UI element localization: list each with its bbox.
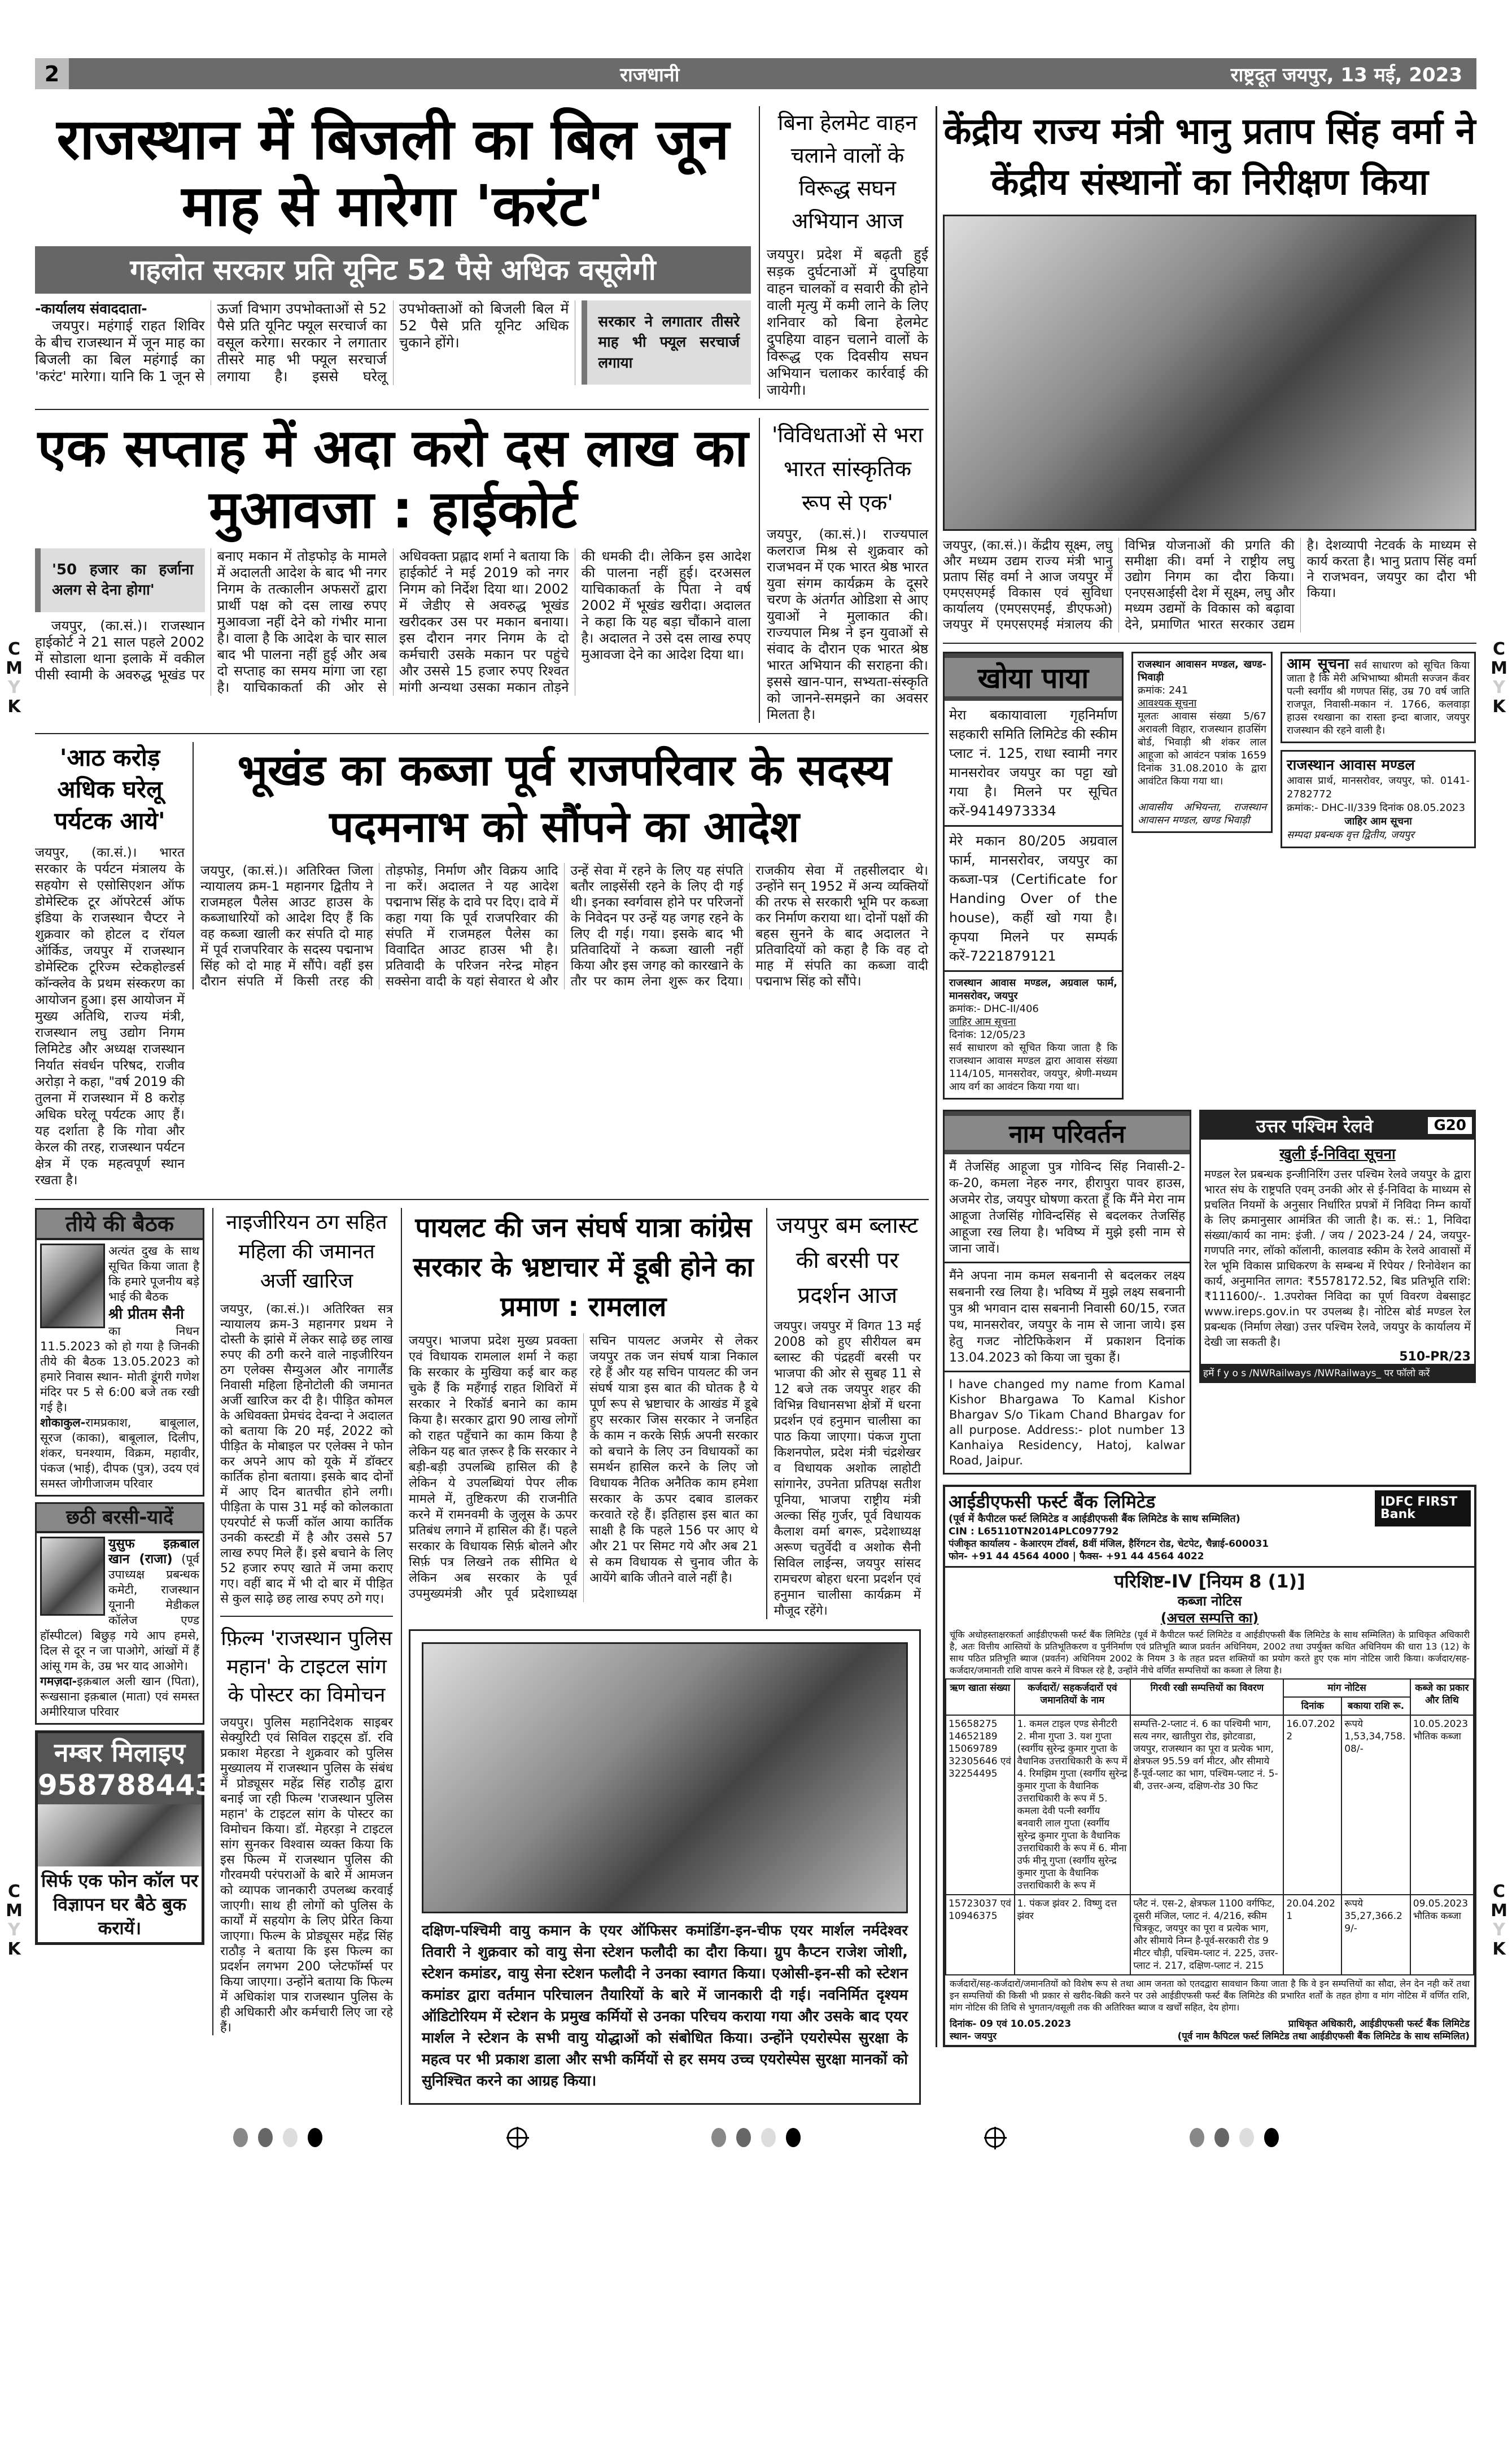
idfc-notice-title: कब्जा नोटिस	[1177, 1593, 1242, 1609]
color-dot	[786, 2128, 801, 2147]
idfc-place: स्थान- जयपुर	[950, 2031, 997, 2042]
social-follow-bar: हमें f y o s /NWRailways /NWRailways_ पर फॉलो करें	[1201, 1364, 1474, 1381]
photo-caption: दक्षिण-पश्चिमी वायु कमान के एयर ऑफिसर कमांडिंग-इन-चीफ एयर मार्शल नर्मदेश्वर तिवारी ने शुक्रवार को वायु सेना स्टेशन फलौदी का दौरा किया। ग्रुप कैप्टन राजेश जोशी, स्टेशन कमांडर, वायु सेना स्टेशन फलौदी ने उनका स्वागत किया। एओसी-इन-सी को स्टेशन कमांडर द्वारा वर्तमान परिचालन तैयारियों के बारे में जानकारी दी गई। नवनिर्मित दृश्यम ऑडिटोरियम में स्टेशन के प्रमुख कर्मियों से उनका परिचय कराया गया और उसके बाद एयर मार्शल ने स्टेशन के सभी वायु योद्धाओं को संबोधित किया। उन्होंने एयरोस्पेस सुरक्षा के महत्व पर भी प्रकाश डाला और सभी कर्मियों से हर समय उच्च एयरोस्पेस सुरक्षा मानकों को सुनिश्चित करने का आग्रह किया।	[422, 1922, 908, 2090]
col-header: गिरवी रखी सम्पत्तियों का विवरण	[1130, 1679, 1283, 1715]
idfc-signatory: प्राधिकृत अधिकारी, आईडीएफसी फर्स्ट बैंक लिमिटेड	[1288, 2018, 1470, 2030]
obituary-body: बिछुड़ गये आप हमसे, दिल से दूर न जा पाओगे, आंखों में हैं आंसू गम के, उम्र भर याद आओगे।	[40, 1629, 199, 1673]
cell-amount: रूपये 35,27,366.29/-	[1341, 1895, 1410, 1975]
obituary-title: छठी बरसी-यादें	[37, 1504, 203, 1533]
row-bottom	[35, 1199, 929, 2105]
ad-phone-header	[38, 1733, 234, 1804]
article-tourism	[35, 742, 185, 1189]
classified-khoya-paya	[943, 652, 1124, 1100]
row-top	[35, 106, 929, 399]
article-highcourt-body	[35, 548, 751, 696]
table-row	[946, 1895, 1474, 1975]
notice-signoff: आवासीय अभियन्ता, राजस्थान आवासन मण्डल, खण्ड भिवाड़ी	[1138, 801, 1266, 826]
headline-pilot: पायलट की जन संघर्ष यात्रा कांग्रेस सरकार के भ्रष्टाचार में डूबी होने का प्रमाण : रामलाल	[413, 1212, 754, 1323]
tender-body: मण्डल रेल प्रबन्धक इन्जीनिरिंग उत्तर पश्चिम रेलवे जयपुर के द्वारा भारत संघ के राष्ट्रपति एवम् उनकी ओर से ई-निविदा के माध्यम से प्रचलित नियमों के अनुसार निर्धारित प्रपत्रों में निविदा निम्न कार्यो के लिए क्रमानुसार आमंत्रित की जाती है। क. सं.: 1, निविदा संख्या/कार्य का नाम: इंजी. / जय / 2023-24 / 24, जयपुर-गणपति नगर, लॉको कॉलानी, कालवाड स्कीम के रेलवे आवासों में रेल भूमि विकास प्राधिकरण के सम्बन्ध में रिपेयर / रिनोवेशन का कार्य, अनुमानित लागत: ₹5578172.52, बिड प्रतिभूति राशि: ₹111600/-. 1.उपरोक्त निविदा का पूर्ण विवरण वेबसाइट www.ireps.gov.in पर उपलब्ध है। नोटिस बोर्ड मण्डल रेल प्रबन्धक (निर्माण लेखा) उत्तर पश्चिम रेलवे, जयपुर के कार्यालय में देखी जा सकती है।	[1204, 1167, 1471, 1349]
cell-date: 20.04.2021	[1283, 1895, 1341, 1975]
cell-possession: 10.05.2023 भौतिक कब्जा	[1410, 1715, 1474, 1895]
idfc-warning: कर्जदारों/सह-कर्जदारों/जमानतियों को विशेष रूप से तथा आम जनता को एतदद्वारा सावधान किया जाता है कि वे इन सम्पत्तियों का सौदा, लेन देन नही करें तथा इन सम्पत्तियों की किसी भी प्रकार से खरीद-बिक्री करने पर उसे आईडीएफसी फर्स्ट बैंक लिमिटेड की प्रभारित शर्तों के तहत होगा व मांग नोटिस में वर्णित राशि, मांग नोटिस की तिथि से भुगतान/वसूली तक की अतिरिक्त ब्याज व खर्चों सहित, देय होगा।	[950, 1978, 1470, 2013]
article-palace-body: जयपुर, (का.सं.)। अतिरिक्त जिला न्यायालय क्रम-1 महानगर द्वितीय ने राजमहल पैलेस आउट हाउस के कब्जाधारियों को आदेश दिए हैं कि वह कब्जा खाली कर संपति दो माह में पूर्व राजपरिवार के सदस्य पद्मनाभ सिंह को दो माह में सौंपे। वहीं इस दौरान संपति में किसी तरह की तोड़फोड़, निर्माण और विक्रय आदि ना करें। अदालत ने यह आदेश पद्मनाभ सिंह के दावे पर दिए। दावे में कहा गया कि पूर्व राजपरिवार की संपति में राजमहल पैलेस का विवादित आउट हाउस भी है। प्रतिवादी के परिजन नरेन्द्र मोहन सक्सेना वादी के यहां सेवारत थे और उन्हें सेवा में रहने के लिए यह संपति बतौर लाइसेंसी रहने के लिए दी गई थी। इनका स्वर्गवास होने पर परिजनों के निवेदन पर उन्हें यह जगह रहने के लिए दी गई। गया। इसके बाद भी प्रतिवादियों ने कब्जा खाली नहीं किया और इस जगह को कारखाने के तौर पर काम लेना शुरू कर दिया। राजकीय सेवा में तहसीलदार थे। उन्होंने सन् 1952 में अन्य व्यक्तियों की तरफ से सरकारी भूमि पर कब्जा कर निर्माण कराया था। दोनों पक्षों की बहस सुनने के बाद अदालत ने प्रतिवादियों को कहा है कि वह दो माह में संपति का कब्जा वादी पद्मनाभ सिंह को सौंपे।	[200, 863, 928, 989]
idfc-office: पंजीकृत कार्यालय - केआरएम टॉवर्स, 8वीं मंजिल, हैरिंगटन रोड, चेटपेट, चैन्नाई-600031	[949, 1538, 1269, 1550]
notice-org: राजस्थान आवास मण्डल, अग्रवाल फार्म, मानसरोवर, जयपुर	[949, 977, 1117, 1002]
cmyk-y: Y	[1493, 1920, 1505, 1940]
classified-ad: मैं तेजसिंह आहूजा पुत्र गोविन्द सिंह निवासी-2-क-20, कमला नेहरु नगर, हीरापुरा पावर हाउस, अजमेर रोड, जयपुर घोषणा करता हूँ कि मैंने मेरा नाम आहूजा तेजसिंह गोविन्दसिंह से बदलकर तेजसिंह आहूजा रख लिया है। भविष्य में मुझे इसी नाम से जाना जावें।	[949, 1160, 1185, 1256]
color-dot	[711, 2128, 726, 2147]
article-pilot	[409, 1208, 758, 1602]
table-row	[946, 1715, 1474, 1895]
housing-notice-3	[1131, 652, 1273, 833]
classified-ad: मेरा बकायावाला गृहनिर्माण सहकारी समिति लिमिटेड की स्कीम प्लाट नं. 125, राधा स्वामी नगर मानसरोवर जयपुर का पट्टा खो गया है। मिलने पर सूचित करें-9414973334	[949, 707, 1117, 819]
cmyk-k: K	[7, 1939, 21, 1959]
article-electricity-body	[35, 300, 751, 385]
cmyk-y: Y	[1493, 678, 1505, 697]
left-region	[35, 106, 929, 2105]
notice-date: दिनांक: 12/05/23	[949, 1029, 1026, 1041]
classified-ad: मेरे मकान 80/205 अग्रवाल फार्म, मानसरोवर, जयपुर का कब्जा-पत्र (Certificate for Handing Over of the house), कहीं खो गया है। कृपया मिलने पर सम्पर्क करें-7221879121	[945, 825, 1122, 970]
housing-notice-1	[945, 970, 1122, 1098]
color-dot	[283, 2128, 298, 2147]
classified-title: नाम परिवर्तन	[945, 1111, 1190, 1154]
obituary-role: (पूर्व उपाध्यक्ष प्रबन्धक कमेटी, राजस्थान यूनानी मेडीकल कॉलेज एण्ड हॉस्पीटल)	[40, 1552, 199, 1642]
tender-code: 510-PR/23	[1399, 1350, 1471, 1364]
article-body: जयपुर, (का.सं.)। भारत सरकार के पर्यटन मंत्रालय के सहयोग से एसोसिएशन ऑफ डोमेस्टिक टूर ऑपरेटर्स ऑफ इंडिया के राजस्थान चैप्टर ने शुक्रवार को होटल द रॉयल ऑर्किड, जयपुर में राजस्थान डोमेस्टिक टूरिज्म स्टेकहोल्डर्स कॉन्क्लेव के प्रथम संस्करण का आयोजन हुआ। इस आयोजन में मुख्य अतिथि, राज्य मंत्री, राजस्थान लघु उद्योग निगम लिमिटेड और अध्यक्ष राजस्थान निर्यात संवर्धन परिषद, राजीव अरोड़ा ने कहा, "वर्ष 2019 की तुलना में राजस्थान में 8 करोड़ अधिक घरेलू पर्यटक आए हैं। यह दर्शाता है कि गोवा और केरल की तरह, राजस्थान पर्यटन क्षेत्र में एक महत्वपूर्ण स्थान रखता है।	[35, 845, 185, 1188]
row-highcourt	[35, 409, 929, 723]
idfc-intro: चूंकि अधोहस्ताक्षरकर्ता आईडीएफसी फर्स्ट बैंक लिमिटेड (पूर्व में कैपीटल फर्स्ट लिमिटेड व आईडीएफसी बैंक लिमिटेड के साथ सम्मिलित) के प्राधिकृत अधिकारी है, अतः वित्तीय आस्तियों के प्रतिभूतिकरण व पुर्ननिर्माण एवं प्रतिभूति ब्याज प्रवर्तन अधिनियम, 2002 तथा उपर्युक्त कथित अधिनियम की धारा 13 (12) के साथ पठित प्रतिभूति ब्याज (प्रवर्तन) अधिनियम 2002 के नियम 3 के तहत प्रदत्त शक्तियों का प्रयोग करते हुए एक मांग नोटिस जारी किया। कर्जदार/सह-कर्जदार/जमानती राशि वापस करने में विफल रहे है, उन्होंने नीचे वर्णित सम्पत्तियों का कब्जा ले लिया है।	[950, 1629, 1470, 1676]
cmyk-registration-left	[6, 640, 23, 717]
notice-title: आवश्यक सूचना	[1138, 697, 1197, 709]
g20-logo: G20	[1428, 1117, 1472, 1134]
notice-org: राजस्थान आवास मण्डल	[1287, 757, 1415, 774]
photo-minister-inspection	[943, 215, 1476, 531]
headline-bomb-blast: जयपुर बम ब्लास्ट की बरसी पर प्रदर्शन आज	[776, 1212, 919, 1308]
color-dot	[1190, 2128, 1204, 2147]
cmyk-registration-right-lower	[1491, 1882, 1507, 1959]
notice-title: आम सूचना	[1287, 656, 1349, 673]
headline-palace: भूखंड का कब्जा पूर्व राजपरिवार के सदस्य पदमनाभ को सौंपने का आदेश	[237, 745, 892, 852]
row-palace	[35, 733, 929, 1189]
obituary-title: तीये की बैठक	[37, 1210, 203, 1240]
cmyk-c: C	[7, 639, 21, 659]
article-highcourt	[35, 418, 751, 696]
cmyk-k: K	[7, 697, 21, 717]
col-header: दिनांक	[1283, 1697, 1341, 1715]
cmyk-k: K	[1492, 697, 1506, 717]
cmyk-y: Y	[8, 678, 20, 697]
idfc-property-table	[945, 1678, 1474, 1975]
pilot-bomb-row	[409, 1208, 921, 1619]
article-bomb-blast	[766, 1208, 921, 1619]
cmyk-m: M	[1491, 1901, 1507, 1921]
classified-ad: मैंने अपना नाम कमल सबनानी से बदलकर लक्ष्य सबनानी रख लिया है। भविष्य में मुझे लक्ष्य सबनानी पुत्र श्री भगवान दास सबनानी निवासी 60/15, रजत पथ, मानसरोवर, जयपुर के नाम से जाना जाये। इस हेतु गजट नोटिफिकेशन में प्रकाशन दिनांक 13.04.2023 को किया जा चुका हैं।	[945, 1262, 1190, 1371]
article-pilot-body: जयपुर। भाजपा प्रदेश मुख्य प्रवक्ता एवं विधायक रामलाल शर्मा ने कहा कि सरकार के मुखिया कई बार कह चुके हैं कि महँगाई राहत शिविरों में सरकार ने रिकॉर्ड बनाने का काम किया है। सरकार द्वारा 90 लाख लोगों को राहत पहुँचाने का काम किया है लेकिन यह बात ज़रूर है कि सरकार ने बड़ी-बड़ी उपलब्धि हासिल की है लेकिन ये उपलब्धियां पेपर लीक मामले में, तुष्टिकरण की राजनीति करने में रामनवमी के जुलूस के ऊपर प्रतिबंध लगाने में हासिल की हैं। पहले सरकार के विधायक सिर्फ़ बोलने और सिर्फ़ पत्र लिखने तक सीमित थे लेकिन अब सरकार के पूर्व उपमुख्यमंत्री और पूर्व प्रदेशाध्यक्ष सचिन पायलट अजमेर से लेकर जयपुर तक जन संघर्ष यात्रा निकाल रहे हैं और यह सचिन पायलट की जन संघर्ष यात्रा इस बात की घोतक है ये पूर्ण रूप से भ्रष्टाचार के आखंड में डूबे हुए सरकार जिस सरकार ने जनहित के काम न करके सिर्फ़ अपनी सरकार को बचाने के लिए उन विधायकों का समर्थन हासिल करने के लिए जो विधायक नैतिक अनैतिक काम हमेशा सरकार के ऊपर दबाव डालकर करवाते रहे हैं। इतिहास इस बात का साक्षी है कि पहले 156 पर आए थे और 21 पर सिमट गये और अब 21 से कम विधायक से चुनाव जीत के आयेंगे बाकि जीतने वाले नहीं है।	[409, 1334, 758, 1601]
idfc-appendix: परिशिष्ट-IV [नियम 8 (1)]	[1114, 1571, 1305, 1592]
railway-tender-notice	[1199, 1110, 1476, 1383]
cmyk-m: M	[6, 1901, 23, 1921]
cell-amount: रूपये 1,53,34,758.08/-	[1341, 1715, 1410, 1895]
col-header: बकाया राशि रू.	[1341, 1697, 1410, 1715]
article-minister	[943, 106, 1476, 633]
section-title: राजधानी	[620, 63, 680, 86]
page-body	[35, 106, 1476, 2105]
col-header: ऋण खाता संख्या	[946, 1679, 1015, 1715]
obituary-photo	[40, 1537, 105, 1616]
housing-notice-2	[1281, 750, 1476, 848]
cell-property: सम्पत्ति-2-प्लाट नं. 6 का पश्चिमी भाग, सत्य नगर, खातीपुरा रोड, झोटवाडा, जयपुर, राजस्थान का पूरा व प्रत्येक भाग, क्षेत्रफल 95.59 वर्ग मीटर, और सीमाये हैं-पूर्व-प्लाट का भाग, पश्चिम-प्लाट नं. 5-बी, उत्तर-अन्य, दक्षिण-रोड 30 फिट	[1130, 1715, 1283, 1895]
notice-address: आवास प्रार्थ, मानसरोवर, जयपुर, फो. 0141-2782772	[1287, 775, 1470, 800]
obituary-barsi	[35, 1502, 204, 1725]
right-region	[936, 106, 1476, 2047]
cmyk-y: Y	[8, 1920, 20, 1940]
col-header: कर्जदारों/ सहकर्जदारों एवं जमानतियों के नाम	[1015, 1679, 1131, 1715]
color-dot	[308, 2128, 322, 2147]
color-dot	[1239, 2128, 1254, 2147]
photo-feature-airforce	[409, 1629, 921, 2105]
obituary-photo	[40, 1244, 105, 1328]
cell-property: प्लैट नं. एस-2, क्षेत्रफल 1100 वर्गफिट, दूसरी मंजिल, प्लाट नं. 4/216, स्कीम चित्रकूट, जयपुर का पूरा व प्रत्येक भाग, और सीमाये निम्न है-पूर्व-सरकारी रोड 9 मीटर चौड़ी, पश्चिम-प्लाट नं. 225, उत्तर-प्लाट नं. 217, दक्षिण-प्लाट नं. 215	[1130, 1895, 1283, 1975]
obituary-intro: अत्यंत दुख के साथ सूचित किया जाता है कि हमारे पूजनीय बड़े भाई की बैठक	[108, 1244, 199, 1303]
headline-electricity: राजस्थान में बिजली का बिल जून माह से मारेगा 'करंट'	[56, 106, 729, 239]
pilot-bomb-column	[401, 1208, 921, 2105]
mourners: इक़बाल अली खान (पिता), रूखसाना इक़बाल (माता) एवं समस्त अमीरियाज परिवार	[40, 1674, 199, 1718]
notice-ref: क्रमांक: 241	[1138, 684, 1188, 696]
pull-quote: '50 हजार का हर्जाना अलग से देना होगा'	[35, 548, 205, 612]
article-body: जयपुर, (का.सं.)। राजस्थान हाईकोर्ट ने 21 साल पहले 2002 में सोडाला थाना इलाके में वकील पीसी स्वामी के अवरुद्ध भूखंड पर बनाए मकान में तोड़फोड़ के मामले में अदालती आदेश के बाद भी नगर निगम के तत्कालीन अफसरों द्वारा प्रार्थी पक्ष को दस लाख रुपए मुआवजा नहीं देने को गंभीर माना है। वाला है कि आदेश के चार साल बाद भी पालना नहीं हुई और अब दो सप्ताह का समय मांगा जा रहा है। याचिकाकर्ता की ओर से अधिवक्ता प्रह्लाद शर्मा ने बताया कि हाईकोर्ट ने मई 2019 को नगर निगम को निर्देश दिया था। 2002 में जेडीए से अवरुद्ध भूखंड खरीदकर उस पर मकान बनाया। इस दौरान नगर निगम के दो कर्मचारी उसके मकान पर पहुंचे और उससे 15 हजार रुपए रिश्वत मांगी अन्यथा उसका मकान तोड़ने की धमकी दी। लेकिन इस आदेश की पालना नहीं हुई। दरअसल याचिकाकर्ता के पिता ने वर्ष 2002 में भूखंड खरीदा। अदालत ने कहा कि यह बड़ा चौंकाने वाला है। अदालत ने उसे दस लाख रुपए मुआवजा देने का आदेश दिया था।	[35, 548, 751, 696]
nigerian-film-column	[212, 1208, 393, 2035]
obituary-name: श्री प्रीतम सैनी	[108, 1306, 184, 1323]
cmyk-k: K	[1492, 1939, 1506, 1959]
notice-title: जाहिर आम सूचना	[949, 1016, 1016, 1028]
cmyk-registration-right	[1491, 640, 1507, 717]
color-dot	[1214, 2128, 1229, 2147]
keypad-image	[38, 1804, 202, 1866]
headline-helmet: बिना हेलमेट वाहन चलाने वालों के विरूद्ध सघन अभियान आज	[777, 110, 917, 233]
color-dot	[761, 2128, 776, 2147]
subhead-electricity: गहलोत सरकार प्रति यूनिट 52 पैसे अधिक वसूलेगी	[35, 246, 751, 294]
obituary-tiye	[35, 1208, 204, 1497]
idfc-phone: फोन- +91 44 4564 4000 | फैक्स- +91 44 4564 4022	[949, 1551, 1204, 1562]
mourners-label: शोकाकुल-	[40, 1416, 86, 1429]
page-number: 2	[35, 58, 69, 89]
cmyk-c: C	[7, 1882, 21, 1901]
ad-tagline: सिर्फ एक फोन कॉल पर विज्ञापन घर बैठे बुक करायें।	[41, 1870, 198, 1939]
footer-print-marks	[0, 2127, 1512, 2148]
aam-suchna-notice	[1281, 652, 1476, 743]
notice-body: मूलतः आवास संख्या 5/67 अरावली विहार, राजस्थान हाउसिंग बोर्ड, भिवाड़ी श्री शंकर लाल आहूजा को आवंटन पत्रांक 1659 दिनांक 31.08.2010 के द्वारा आवंटित किया गया था।	[1138, 710, 1266, 787]
notice-title: जाहिर आम सूचना	[1344, 815, 1412, 827]
cell-names: 1. कमल टाइल एण्ड सेनीटरी 2. मीना गुप्ता 3. यश गुप्ता (स्वर्गीय सुरेन्द्र कुमार गुप्ता के वैधानिक उत्तराधिकारी के रूप में 4. रिमझिम गुप्ता (स्वर्गीय सुरेन्द्र कुमार गुप्ता के वैधानिक उत्तराधिकारी के रूप में 5. कमला देवी पत्नी स्वर्गीय बनवारी लाल गुप्ता (स्वर्गीय सुरेन्द्र कुमार गुप्ता के वैधानिक उत्तराधिकारी के रूप में 6. मीना उर्फ मीनू गुप्ता (स्वर्गीय सुरेन्द्र कुमार गुप्ता के वैधानिक उत्तराधिकारी के रूप में	[1015, 1715, 1131, 1895]
obituary-name: युसुफ इक़बाल खान (राजा)	[108, 1537, 199, 1567]
ad-title: नम्बर मिलाइए	[54, 1737, 186, 1768]
col-header: कब्जे का प्रकार और तिथि	[1410, 1679, 1474, 1715]
classified-name-change	[943, 1110, 1191, 1475]
article-body: जयपुर, (का.सं.)। अतिरिक्त सत्र न्यायालय क्रम-3 महानगर प्रथम ने दोस्ती के झांसे में लेकर साढ़े छह लाख रुपए की ठगी करने वाले नाइजीरियन ठग एलेक्स सैम्युअल और नागालैंड निवासी महिला हिनोटोली की जमानत अर्जी खारिज कर दी है। पीड़ित कोमल के अधिवक्ता प्रेमचंद देवन्दा ने अदालत को बताया कि 20 मई, 2022 को पीड़ित के मोबाइल पर एलेक्स ने फोन कर अपने आप को यूके में डॉक्टर कार्तिक होना बताया। इसके बाद दोनों में आए दिन बातचीत होने लगी। पीड़िता के पास 31 मई को कोलकाता एयरपोर्ट से फर्जी कॉल आया कार्तिक उनकी कस्टडी में है और उससे 57 लाख रुपए मिले हैं। इसे बचाने के लिए 52 हजार रुपए खाते में जमा कराए गए। वहीं बाद में भी दो बार में पीड़ित से कुल साढ़े छह लाख रुपए ठगे गए।	[220, 1302, 393, 1606]
color-bar	[711, 2128, 801, 2147]
headline-highcourt: एक सप्ताह में अदा करो दस लाख का मुआवजा : हाईकोर्ट	[37, 418, 749, 540]
color-dot	[233, 2128, 248, 2147]
notice-ref: क्रमांक:- DHC-II/406	[949, 1003, 1039, 1015]
headline-tourism: 'आठ करोड़ अधिक घरेलू पर्यटक आये'	[54, 744, 165, 835]
railway-header	[1201, 1111, 1474, 1140]
color-dot	[736, 2128, 751, 2147]
article-minister-body: जयपुर, (का.सं.)। केंद्रीय सूक्ष्म, लघु और मध्यम उद्यम राज्य मंत्री भानु प्रताप सिंह वर्मा ने आज जयपुर में एमएसएमई विकास एवं सुविधा कार्यालय (एमएसएमई, डीएफओ) जयपुर में एमएसएमई मंत्रालय की विभिन्न योजनाओं की प्रगति की समीक्षा की। वर्मा ने राष्ट्रीय लघु उद्योग निगम का दौरा किया। एनएसआईसी देश में सूक्ष्म, लघु और मध्यम उद्यमों के विकास को बढ़ावा देने, प्रमाणित भारत सरकार उद्यम है। देशव्यापी नेटवर्क के माध्यम से कार्य करता है। भानु प्रताप सिंह वर्मा ने राजभवन, जयपुर का दौरा भी किया।	[943, 538, 1476, 632]
cmyk-c: C	[1492, 639, 1506, 659]
headline-nigerian: नाइजीरियन ठग सहित महिला की जमानत अर्जी खारिज	[226, 1211, 387, 1293]
notice-body: सर्व साधारण को सूचित किया जाता है कि मेरी अभिभाष्या श्रीमती सज्जन कँवर पत्नी स्वर्गीय श्री गणपत सिंह, उम्र 70 वर्ष जाति राजपूत, निवासी-मकान नं. 1766, कलवाड़ा हाउस रथखाना का रास्ता इन्दा बाजार, जयपुर राजस्थान की रहने वाली है।	[1287, 660, 1470, 736]
cell-names: 1. पंकज झंवर 2. विष्णु दत्त झंवर	[1015, 1895, 1131, 1975]
notice-signoff: सम्पदा प्रबन्धक वृत्त द्वितीय, जयपुर	[1287, 829, 1414, 841]
cmyk-c: C	[1492, 1882, 1506, 1901]
cell-accounts: 15658275 14652189 15069789 32305646 एवं 32254495	[946, 1715, 1015, 1895]
color-bar	[1190, 2128, 1279, 2147]
dateline: राष्ट्रदूत जयपुर, 13 मई, 2023	[1230, 63, 1462, 86]
ad-book-by-phone	[35, 1730, 234, 1945]
cmyk-m: M	[6, 658, 23, 678]
byline: -कार्यालय संवाददाता-	[35, 300, 147, 317]
headline-governor: 'विविधताओं से भरा भारत सांस्कृतिक रूप से एक'	[771, 422, 924, 515]
cmyk-registration-left-lower	[6, 1882, 23, 1959]
headline-film: फ़िल्म 'राजस्थान पुलिस महान' के टाइटल सांग के पोस्टर का विमोचन	[221, 1627, 392, 1707]
article-helmet	[759, 106, 928, 399]
name-change-railway-row	[943, 1110, 1476, 1475]
idfc-logo: IDFC FIRST Bank	[1375, 1490, 1471, 1526]
pull-quote: सरकार ने लगातार तीसरे माह भी फ्यूल सरचार्ज लगाया	[582, 300, 751, 385]
obituary-column	[35, 1208, 234, 1945]
col-header: मांग नोटिस	[1283, 1679, 1410, 1697]
color-dot	[1264, 2128, 1279, 2147]
color-dot	[258, 2128, 273, 2147]
color-bar	[233, 2128, 322, 2147]
mourners: रामप्रकाश, बाबूलाल, सूरज (काका), बाबूलाल, दिलीप, शंकर, घनश्याम, विक्रम, महावीर, पंकज (भाई), दीपक (पुत्र), उदय एवं समस्त जोगीजाजम परिवार	[40, 1416, 199, 1490]
article-body: जयपुर। प्रदेश में बढ़ती हुई सड़क दुर्घटनाओं में दुपहिया वाहन चालकों व सवारी की होने वाली मृत्यु में कमी लाने के लिए शनिवार को बिना हेलमेट दुपहिया वाहन चलाने वालों के विरूद्ध एक दिवसीय सघन अभियान चलाकर कार्रवाई की जायेगी।	[767, 246, 928, 398]
idfc-cin: CIN : L65110TN2014PLC097792	[949, 1526, 1119, 1537]
railway-title: उत्तर पश्चिम रेलवे	[1256, 1115, 1373, 1137]
classified-ad: I have changed my name from Kamal Kishor Bhargawa To Kamal Kishor Bhargav S/o Tikam Chand Bhargav for all purpose. Address:- plot number 13 Kanhaiya Residency, Hatoj, kalwar Road, Jaipur.	[945, 1371, 1190, 1473]
article-film	[220, 1616, 393, 2035]
notice-column	[1281, 652, 1476, 848]
registration-crosshair-icon	[985, 2127, 1005, 2148]
notice-body: सर्व साधारण को सूचित किया जाता है कि राजस्थान आवास मण्डल द्वारा आवास संख्या 114/105, मानसरोवर, जयपुर, श्रेणी-मध्यम आय वर्ग का आवंटन किया गया था।	[949, 1042, 1117, 1093]
idfc-title: आईडीएफसी फर्स्ट बैंक लिमिटेड	[949, 1491, 1156, 1512]
cell-date: 16.07.2022	[1283, 1715, 1341, 1895]
obituary-body: का निधन 11.5.2023 को हो गया है जिनकी तीये की बैठक 13.05.2023 को हमारे निवास स्थान- मोती डूंगरी गणेश मंदिर पर 5 से 6:00 बजे तक रखी गई है।	[40, 1324, 199, 1414]
ad-phone-number[interactable]: 9587884433	[38, 1769, 234, 1802]
mourners-label: गमज़दा-	[40, 1674, 77, 1688]
article-body: जयपुर। जयपुर में विगत 13 मई 2008 को हुए सीरीयल बम ब्लास्ट की पंद्रहवीं बरसी पर भाजपा की ओर से सुबह 11 से 12 बजे तक जयपुर शहर की विभिन्न विधानसभा क्षेत्रों में धरना प्रदर्शन एवं हनुमान चालीसा का पाठ किया जाएगा। पंकज गुप्ता किशनपोल, प्रदेश मंत्री चंद्रशेखर व विधायक अशोक लाहोटी सांगानेर, उपनेता प्रतिपक्ष सतीश पूनिया, भाजपा राष्ट्रीय मंत्री अल्का सिंह गुर्जर, पूर्व विधायक कैलाश वर्मा बगरू, प्रदेशाध्यक्ष अरूण चतुर्वेदी व अशोक सैनी सिविल लाईन्स, जयपुर सांसद रामचरण बोहरा धरना प्रदर्शन एवं हनुमान चालीसा कार्यक्रम में मौजूद रहेंगे।	[774, 1319, 921, 1618]
cmyk-m: M	[1491, 658, 1507, 678]
article-nigerian	[220, 1208, 393, 1607]
classified-title: खोया पाया	[945, 653, 1122, 701]
idfc-signatory-sub: (पूर्व नाम कैपिटल फर्स्ट लिमिटेड तथा आईडीएफसी बैंक लिमिटेड के साथ सम्मिलित)	[1177, 2031, 1470, 2042]
article-palace	[193, 742, 928, 989]
article-governor	[759, 418, 928, 723]
cell-accounts: 15723037 एवं 10946375	[946, 1895, 1015, 1975]
cell-possession: 09.05.2023 भौतिक कब्जा	[1410, 1895, 1474, 1975]
article-body: जयपुर, (का.सं.)। राज्यपाल कलराज मिश्र से शुक्रवार को राजभवन में एक भारत श्रेष्ठ भारत युवा संगम कार्यक्रम के दूसरे चरण के अंतर्गत ओडिशा से आए युवाओं ने मुलाकात की। राज्यपाल मिश्र ने इन युवाओं से संवाद के दौरान एक भारत श्रेष्ठ भारत अभियान की सराहना की। इससे खान-पान, सभ्यता-संस्कृति को जानने-समझने का अवसर मिलता है।	[767, 526, 928, 722]
idfc-date: दिनांक- 09 एवं 10.05.2023	[950, 2018, 1072, 2030]
photo-air-marshal-visit	[422, 1642, 908, 1913]
headline-minister: केंद्रीय राज्य मंत्री भानु प्रताप सिंह वर्मा ने केंद्रीय संस्थानों का निरीक्षण किया	[943, 111, 1476, 203]
article-body: जयपुर। महंगाई राहत शिविर के बीच राजस्थान में जून माह का बिजली का बिल महंगाई का 'करंट' मारेगा। यानि कि 1 जून से ऊर्जा विभाग उपभोक्ताओं से 52 पैसे प्रति यूनिट फ्यूल सरचार्ज का वसूल करेगा। सरकार ने लगातार तीसरे माह भी फ्यूल सरचार्ज लगाया है। इससे घरेलू उपभोक्ताओं को बिजली बिल में 52 पैसे प्रति यूनिट अधिक चुकाने होंगे।	[35, 300, 569, 385]
tender-title: खुली ई-निविदा सूचना	[1279, 1146, 1396, 1163]
article-body: जयपुर। पुलिस महानिदेशक साइबर सेक्युरिटी एवं सिविल राइट्स डॉ. रवि प्रकाश मेहरडा ने शुक्रवार को पुलिस मुख्यालय में राजस्थान पुलिस के संबंध में प्रोड्यूसर महेंद्र सिंह राठौड़ द्वारा बनाई जा रही फिल्म 'राजस्थान पुलिस महान' के टाइटल सांग के पोस्टर का विमोचन किया। डॉ. मेहरड़ा ने टाइटल सांग सुनकर विश्वास व्यक्त किया कि इस फिल्म में राजस्थान पुलिस की गौरवमयी परंपराओं के बारे में आमजन को व्यापक जानकारी उपलब्ध करवाई जाएगी। साथ ही लोगों को पुलिस के कार्यों में सहयोग के लिए प्रेरित किया जाएगा। फिल्म के प्रोड्यूसर महेंद्र सिंह राठौड़ ने बताया कि इस फिल्म का प्रदर्शन लगभग 200 प्लेटफॉर्म्स पर किया जाएगा। उन्होंने बताया कि फिल्म में अधिकांश पात्र राजस्थान पुलिस के ही अधिकारी और कर्मचारी लिए जा रहे हैं।	[220, 1716, 393, 2035]
idfc-notice-subtitle: (अचल सम्पत्ति का)	[1160, 1610, 1259, 1626]
idfc-possession-notice	[943, 1485, 1476, 2047]
article-electricity	[35, 106, 751, 385]
classifieds-row	[943, 643, 1476, 1100]
idfc-subtitle: (पूर्व में कैपीटल फर्स्ट लिमिटेड व आईडीएफसी बैंक लिमिटेड के साथ सम्मिलित)	[949, 1513, 1240, 1525]
notice-ref: क्रमांक:- DHC-II/339 दिनांक 08.05.2023	[1287, 802, 1466, 814]
page-header	[35, 58, 1476, 89]
registration-crosshair-icon	[507, 2127, 527, 2148]
notice-org: राजस्थान आवासन मण्डल, खण्ड-भिवाड़ी	[1138, 658, 1266, 683]
